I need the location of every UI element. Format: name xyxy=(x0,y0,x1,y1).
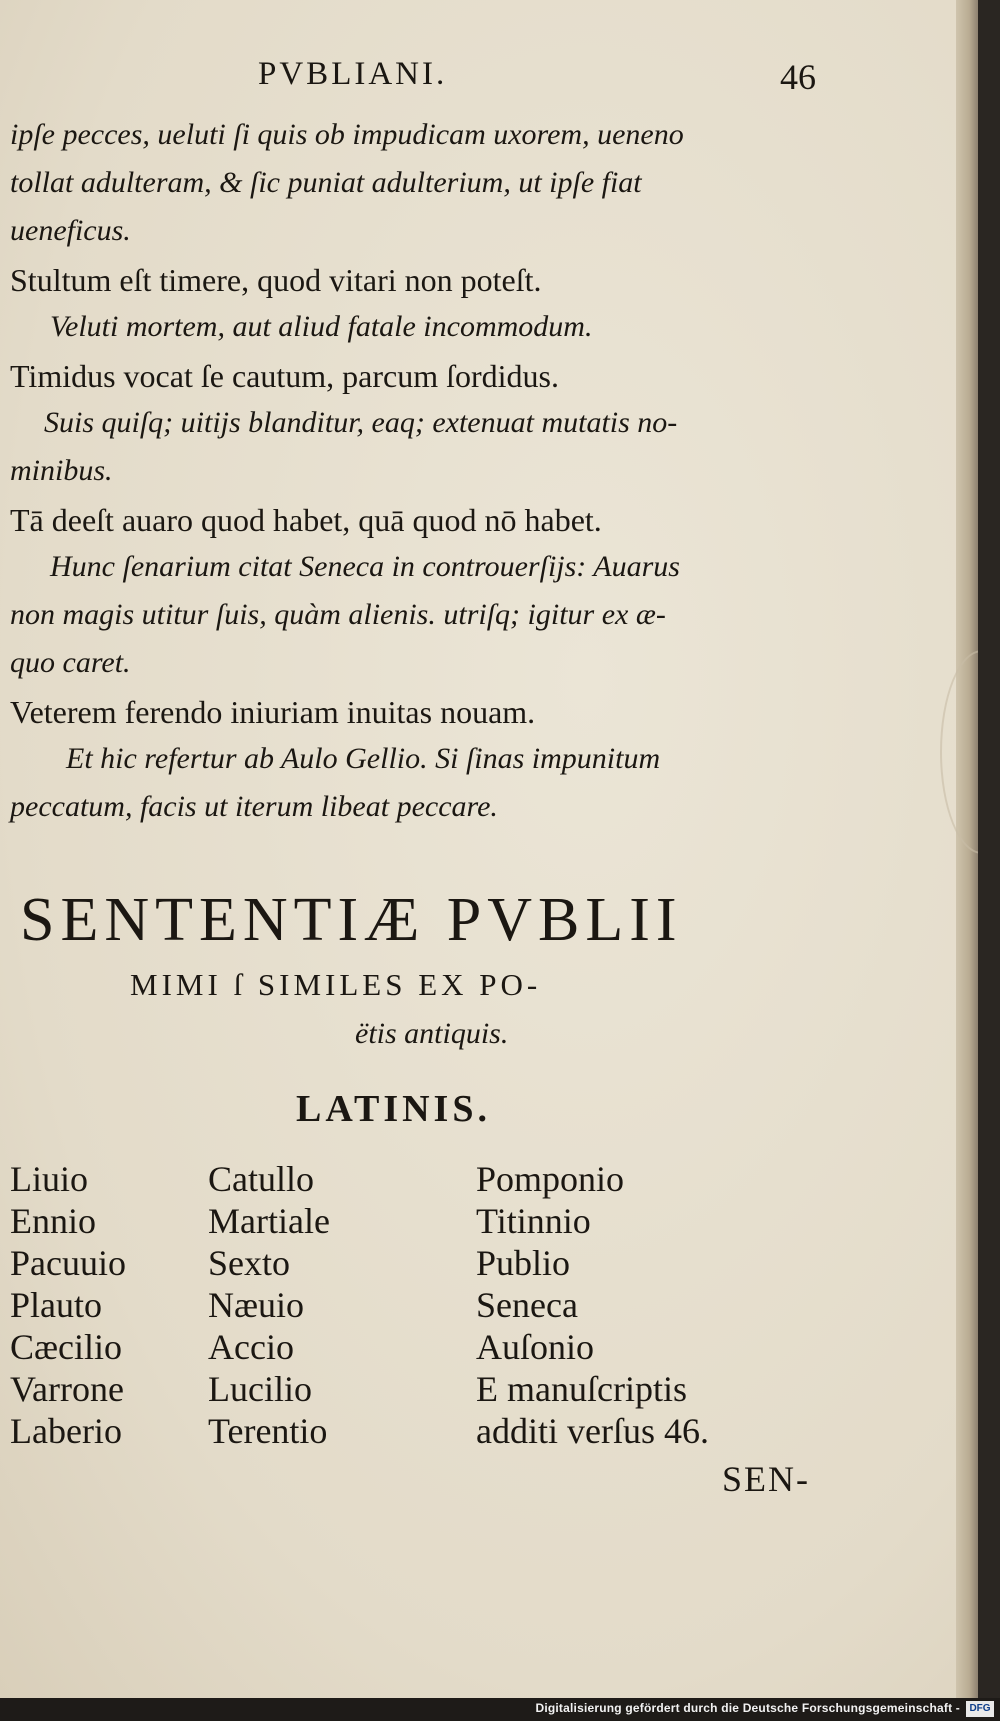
text-line: Et hic refertur ab Aulo Gellio. Si ſinas impunitum xyxy=(66,742,661,775)
author-name: E manuſcriptis xyxy=(476,1369,687,1409)
text-line: Veluti mortem, aut aliud fatale incommodum. xyxy=(50,310,593,343)
author-column-1 xyxy=(10,1158,126,1452)
dfg-logo: DFG xyxy=(966,1701,994,1717)
author-name: Cæcilio xyxy=(10,1327,123,1367)
author-name: Plauto xyxy=(10,1285,103,1325)
author-name: Laberio xyxy=(10,1411,122,1451)
text-line: Suis quiſq; uitijs blanditur, eaq; extenuat mutatis no- xyxy=(44,406,678,439)
digitization-credit: Digitalisierung gefördert durch die Deutsche Forschungsgemeinschaft - xyxy=(535,1701,960,1715)
section-subheading: LATINIS. xyxy=(296,1088,491,1130)
text-line: Timidus vocat ſe cautum, parcum ſordidus. xyxy=(10,358,559,394)
author-name: Næuio xyxy=(208,1285,305,1325)
text-line: Hunc ſenarium citat Seneca in controuerſijs: Auarus xyxy=(50,550,680,583)
author-name: Seneca xyxy=(476,1285,578,1325)
catchword: SEN- xyxy=(722,1459,810,1499)
author-name: Lucilio xyxy=(208,1369,312,1409)
text-line: peccatum, facis ut iterum libeat peccare. xyxy=(10,790,498,823)
page-header xyxy=(0,56,978,106)
author-name: Pacuuio xyxy=(10,1243,126,1283)
author-name: Accio xyxy=(208,1327,294,1367)
text-line: quo caret. xyxy=(10,646,131,679)
text-line: ueneficus. xyxy=(10,214,131,247)
author-column-2 xyxy=(208,1158,330,1452)
author-name: Ennio xyxy=(10,1201,96,1241)
author-column-3 xyxy=(476,1158,709,1452)
author-name: Catullo xyxy=(208,1159,314,1199)
section-title: SENTENTIÆ PVBLII xyxy=(20,886,683,954)
author-name: Liuio xyxy=(10,1159,88,1199)
author-name: Martiale xyxy=(208,1201,330,1241)
text-line: minibus. xyxy=(10,454,113,487)
page-fold-mark xyxy=(940,650,978,854)
author-name: Terentio xyxy=(208,1411,328,1451)
author-name: Varrone xyxy=(10,1369,124,1409)
author-name: Auſonio xyxy=(476,1327,595,1367)
author-name: additi verſus 46. xyxy=(476,1411,709,1451)
section-subtitle-italic: ëtis antiquis. xyxy=(355,1017,509,1050)
footer-bar xyxy=(0,1698,1000,1721)
running-title: PVBLIANI. xyxy=(258,56,448,92)
text-line: Veterem ferendo iniuriam inuitas nouam. xyxy=(10,694,536,730)
text-line: tollat adulteram, & ſic puniat adulterium, ut ipſe fiat xyxy=(10,166,642,199)
author-name: Titinnio xyxy=(476,1201,591,1241)
section-subtitle: MIMI ſ SIMILES EX PO- xyxy=(130,967,542,1002)
text-line: non magis utitur ſuis, quàm alienis. utriſq; igitur ex æ- xyxy=(10,598,666,631)
author-name: Sexto xyxy=(208,1243,291,1283)
text-line: ipſe pecces, ueluti ſi quis ob impudicam uxorem, ueneno xyxy=(10,118,684,151)
page-number: 46 xyxy=(780,57,816,97)
author-name: Publio xyxy=(476,1243,571,1283)
text-line: Stultum eſt timere, quod vitari non poteſt. xyxy=(10,262,542,298)
author-name: Pomponio xyxy=(476,1159,625,1199)
text-line: Tā deeſt auaro quod habet, quā quod nō habet. xyxy=(10,502,602,538)
